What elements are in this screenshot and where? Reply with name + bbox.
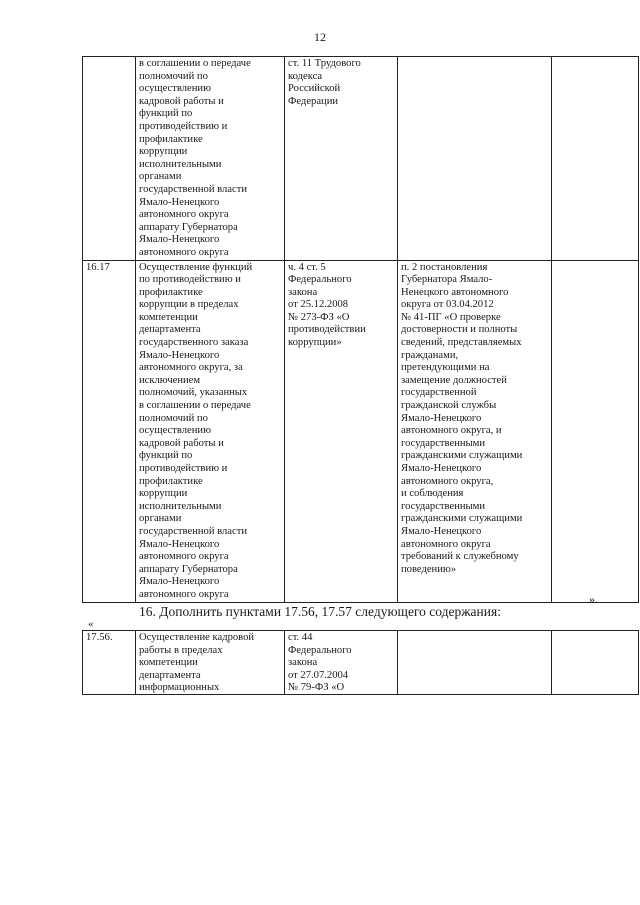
- table-new-items: [82, 630, 639, 695]
- item-number-cell: 17.56.: [83, 631, 136, 695]
- table-continued: [82, 56, 639, 603]
- description-cell: в соглашении о передаче полномочий по осуществлению кадровой работы и функций по противодействию и профилактике коррупции исполнительными органами государственной власти Ямало-Ненецкого автономного округа аппарату Губернатора Ямало-Ненецкого автономного округа: [136, 57, 285, 261]
- table-row: [83, 57, 639, 261]
- law-reference-cell: ст. 11 Трудового кодекса Российской Федерации: [285, 57, 398, 261]
- table-row: [83, 260, 639, 602]
- page-number: 12: [314, 30, 326, 44]
- law-reference-cell: ст. 44 Федерального закона от 27.07.2004 № 79-ФЗ «О: [285, 631, 398, 695]
- table-row: [83, 631, 639, 695]
- empty-cell: [552, 631, 639, 695]
- closing-quote: ».: [589, 592, 598, 606]
- item-number-cell: [83, 57, 136, 261]
- regulation-cell: [398, 57, 552, 261]
- empty-cell: [552, 260, 639, 602]
- law-reference-cell: ч. 4 ст. 5 Федерального закона от 25.12.2008 № 273-ФЗ «О противодействии коррупции»: [285, 260, 398, 602]
- opening-quote: «: [88, 618, 94, 630]
- regulation-cell: п. 2 постановления Губернатора Ямало- Ненецкого автономного округа от 03.04.2012 № 41-ПГ «О проверке достоверности и полноты сведений, представляемых гражданами, претендующими на замещение должностей государственной гражданской службы Ямало-Ненецкого автономного округа, и государственными гражданскими служащими Ямало-Ненецкого автономного округа, и соблюдения государственными гражданскими служащими Ямало-Ненецкого автономного округа требований к служебному поведению»: [398, 260, 552, 602]
- item-number-cell: 16.17: [83, 260, 136, 602]
- regulation-cell: [398, 631, 552, 695]
- amendment-instruction: 16. Дополнить пунктами 17.56, 17.57 следующего содержания:: [139, 604, 501, 619]
- description-cell: Осуществление функций по противодействию и профилактике коррупции в пределах компетенции департамента государственного заказа Ямало-Ненецкого автономного округа, за исключением полномочий, указанных в соглашении о передаче полномочий по осуществлению кадровой работы и функций по противодействию и профилактике коррупции исполнительными органами государственной власти Ямало-Ненецкого автономного округа аппарату Губернатора Ямало-Ненецкого автономного округа: [136, 260, 285, 602]
- description-cell: Осуществление кадровой работы в пределах компетенции департамента информационных: [136, 631, 285, 695]
- empty-cell: [552, 57, 639, 261]
